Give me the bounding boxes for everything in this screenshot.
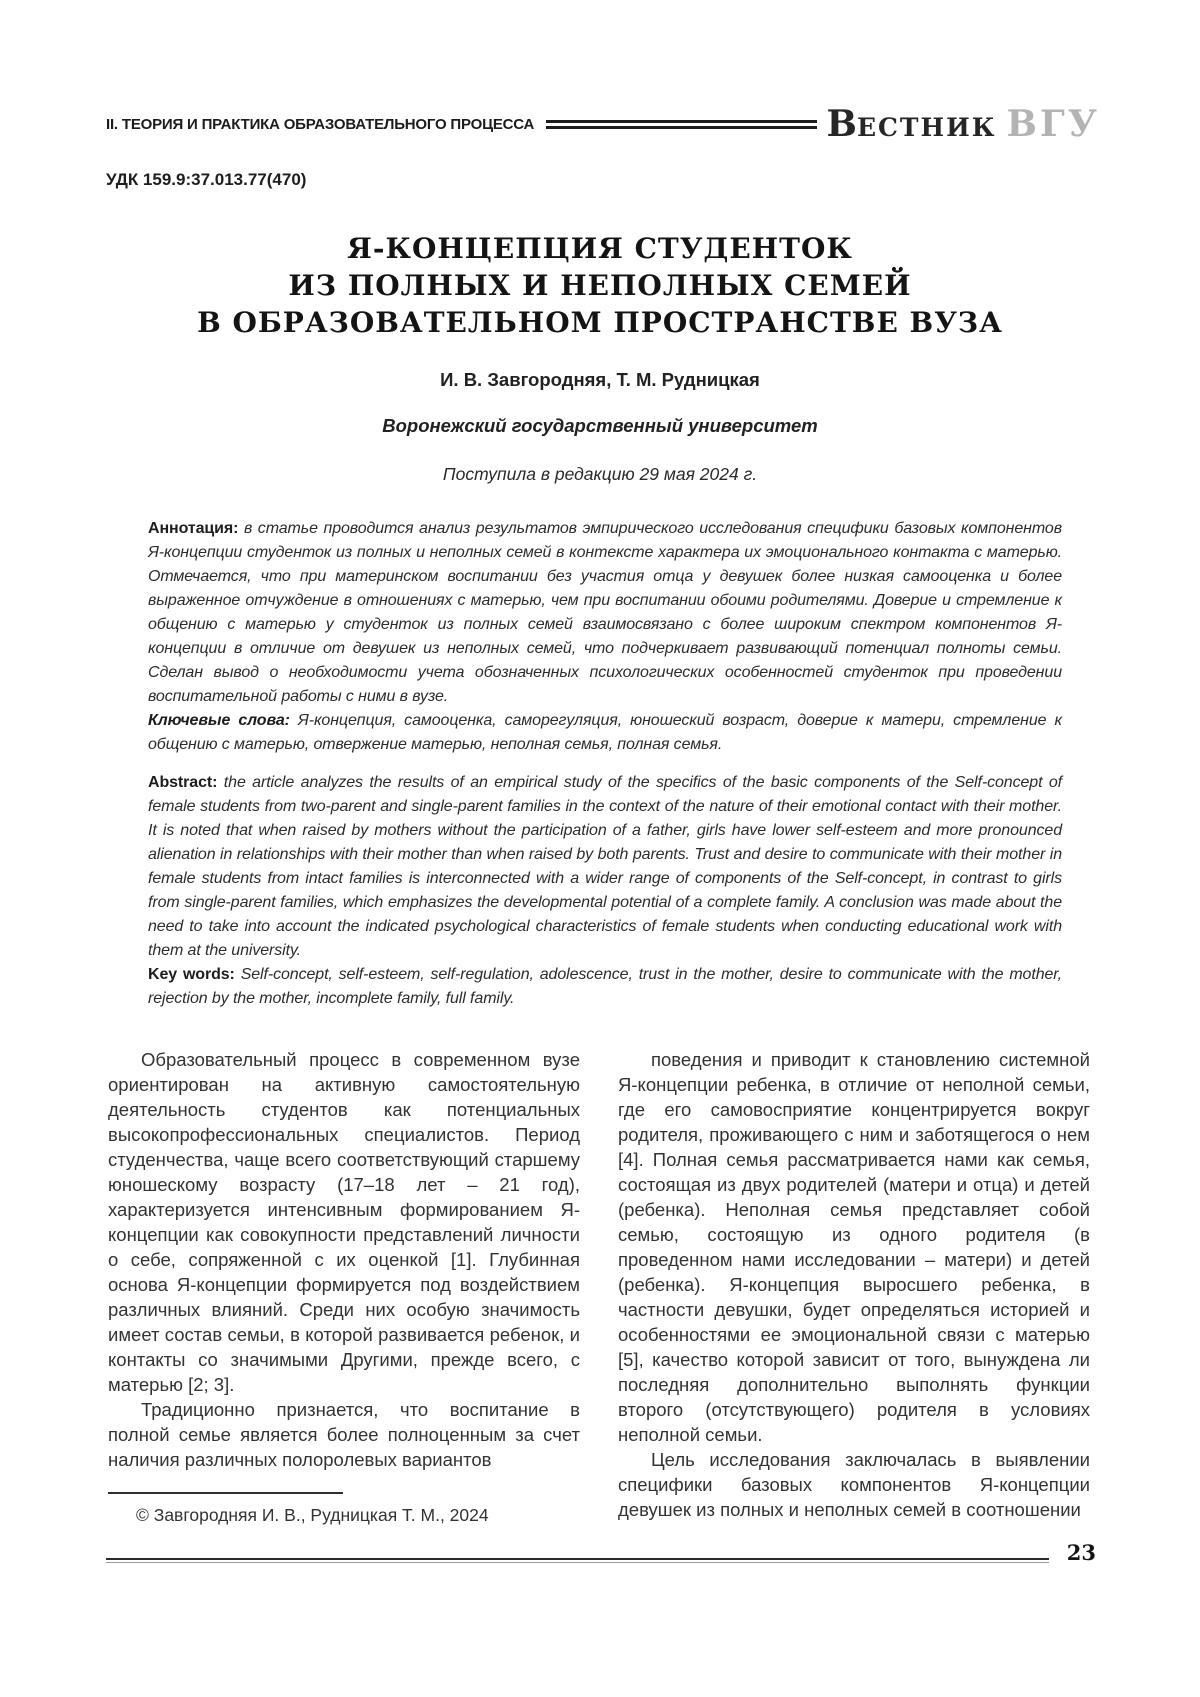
footer-rule (106, 1558, 1049, 1563)
body-paragraph: Традиционно признается, что воспитание в полной семье является более полноценным за счет наличия различных полоролевых вариантов (108, 1399, 580, 1470)
body-paragraph: Образовательный процесс в современном вузе ориентирован на активную самостоятельную деятельность студентов как потенциальных высокопрофессиональных специалистов. Период студенчества, чаще всего соответствующий старшему юношескому возрасту (17–18 лет – 21 год), характеризуется интенсивным формированием Я-концепции как совокупности представлений личности о себе, сопряженной с их оценкой [1]. Глубинная основа Я-концепции формируется под воздействием различных влияний. Среди них особую значимость имеет состав семьи, в которой развивается ребенок, и контакты со значимыми Другими, прежде всего, с матерью [2; 3]. (108, 1049, 580, 1395)
keywords-en-label: Key words: (148, 966, 235, 983)
abstract-block-ru (148, 517, 1062, 1011)
annotation-label: Аннотация: (148, 520, 239, 537)
left-column (108, 1047, 580, 1527)
annotation-paragraph (148, 517, 1062, 709)
copyright-footnote: © Завгородняя И. В., Рудницкая Т. М., 2024 (136, 1505, 489, 1525)
running-head (106, 103, 1100, 145)
journal-logo (826, 103, 1100, 145)
article-title (0, 230, 1200, 341)
footnote-rule (108, 1492, 343, 1494)
body-paragraph: поведения и приводит к становлению системной Я-концепции ребенка, в отличие от неполной семьи, где его самовосприятие концентрируется вокруг родителя, проживающего с ним и заботящегося о нем [4]. Полная семья рассматривается нами как семья, состоящая из двух родителей (матери и отца) и детей (ребенка). Неполная семья представляет собой семью, состоящую из одного родителя (в проведенном нами исследовании – матери) и детей (ребенка). Я-концепция выросшего ребенка, в частности девушки, будет определяться историей и особенностями ее эмоциональной связи с матерью [5], качество которой зависит от того, вынуждена ли последняя дополнительно выполнять функции второго (отсутствующего) родителя в условиях неполной семьи. (618, 1049, 1090, 1445)
body-paragraph: Цель исследования заключалась в выявлении специфики базовых компонентов Я-концепции девушек из полных и неполных семей в соотношении (618, 1449, 1090, 1520)
journal-logo-name: ЕСТНИК (856, 113, 997, 142)
affiliation-line: Воронежский государственный университет (382, 415, 818, 436)
keywords-ru-paragraph (148, 709, 1062, 757)
journal-logo-abbr: ВГУ (1006, 103, 1100, 145)
journal-logo-initial: В (826, 103, 857, 145)
article-title-line-1: Я-КОНЦЕПЦИЯ СТУДЕНТОК (347, 232, 853, 265)
article-title-line-2: ИЗ ПОЛНЫХ И НЕПОЛНЫХ СЕМЕЙ (288, 269, 912, 302)
page-footer (106, 1540, 1096, 1573)
header-double-rule (546, 120, 816, 129)
abstract-en-paragraph (148, 771, 1062, 963)
keywords-en-text: Self-concept, self-esteem, self-regulation, adolescence, trust in the mother, desire to communicate with the mother, rejection by the mother, incomplete family, full family. (148, 966, 1062, 1007)
section-title: II. ТЕОРИЯ И ПРАКТИКА ОБРАЗОВАТЕЛЬНОГО ПРОЦЕССА (106, 115, 535, 133)
keywords-ru-label: Ключевые слова: (148, 712, 290, 729)
article-title-line-3: В ОБРАЗОВАТЕЛЬНОМ ПРОСТРАНСТВЕ ВУЗА (197, 306, 1003, 339)
page-number: 23 (1066, 1540, 1096, 1565)
udc-code: УДК 159.9:37.013.77(470) (106, 170, 307, 189)
right-column (618, 1047, 1090, 1527)
keywords-en-paragraph (148, 963, 1062, 1011)
keywords-ru-text: Я-концепция, самооценка, саморегуляция, юношеский возраст, доверие к матери, стремление к общению с матерью, отвержение матерью, неполная семья, полная семья. (148, 712, 1062, 753)
authors-line: И. В. Завгородняя, Т. М. Рудницкая (440, 369, 760, 390)
abstract-en-label: Abstract: (148, 774, 218, 791)
abstract-en-text: the article analyzes the results of an empirical study of the specifics of the basic components of the Self-concept of female students from two-parent and single-parent families in the context of the nature of their emotional contact with their mother. It is noted that when raised by mothers without the participation of a father, girls have lower self-esteem and more pronounced alienation in relationships with their mother than when raised by both parents. Trust and desire to communicate with their mother in female students from intact families is interconnected with a wider range of components of the Self-concept, in contrast to girls from single-parent families, which emphasizes the developmental potential of a complete family. A conclusion was made about the need to take into account the indicated psychological characteristics of female students when conducting educational work with them at the university. (148, 774, 1062, 959)
received-date-line: Поступила в редакцию 29 мая 2024 г. (442, 464, 758, 484)
annotation-text: в статье проводится анализ результатов эмпирического исследования специфики базовых компонентов Я-концепции студенток из полных и неполных семей в контексте характера их эмоционального контакта с матерью. Отмечается, что при материнском воспитании без участия отца у девушек более низкая самооценка и более выраженное отчуждение в отношениях с матерью, чем при воспитании обоими родителями. Доверие и стремление к общению с матерью у студенток из полных семей взаимосвязано с более широким спектром компонентов Я-концепции в отличие от девушек из неполных семей, что подчеркивает развивающий потенциал полноты семьи. Сделан вывод о необходимости учета обозначенных психологических особенностей студенток при проведении воспитательной работы с ними в вузе. (148, 520, 1062, 705)
article-body (108, 1047, 1090, 1527)
